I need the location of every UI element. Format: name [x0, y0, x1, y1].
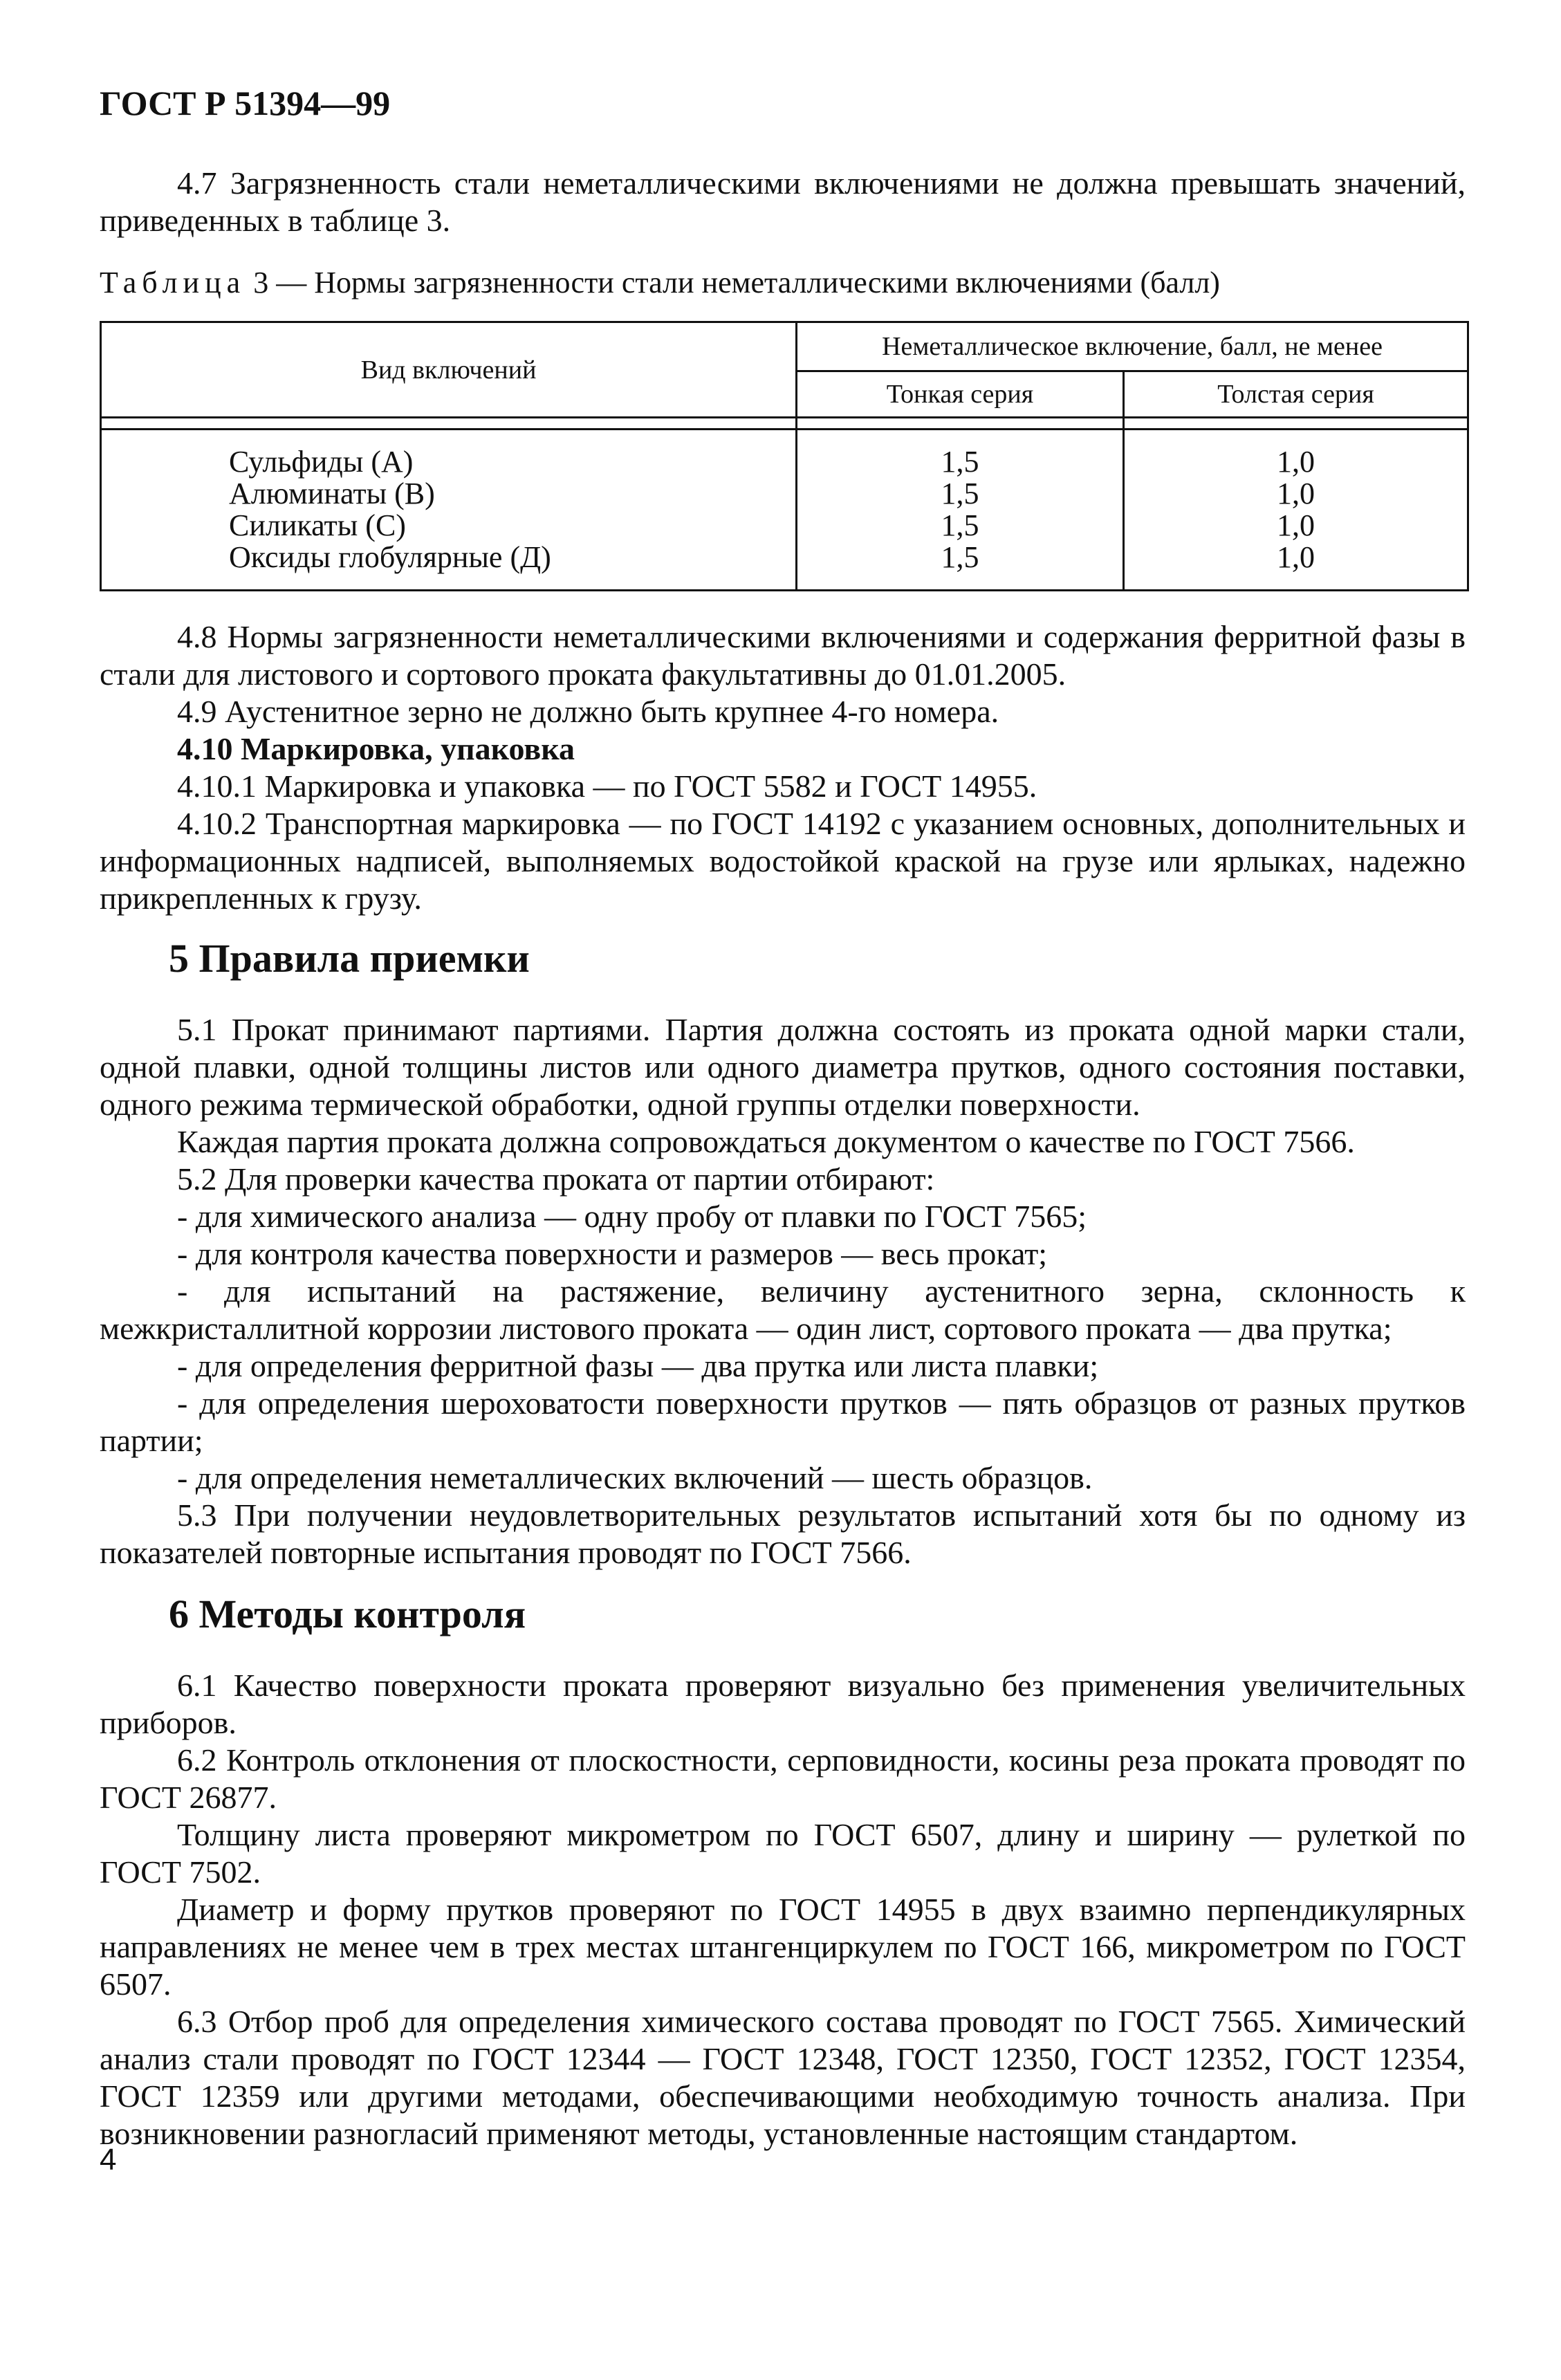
paragraph-6-1: 6.1 Качество поверхности проката проверяют визуально без применения увеличительных приборов.	[100, 1668, 1466, 1740]
thin-values-cell	[797, 430, 1124, 591]
list-item: - для определения ферритной фазы — два прутка или листа плавки;	[177, 1348, 1099, 1383]
table-value-thin: 1,5	[941, 508, 979, 542]
table-caption-text: 3 — Нормы загрязненности стали неметаллическими включениями (балл)	[253, 266, 1220, 299]
paragraph-4-9: 4.9 Аустенитное зерно не должно быть крупнее 4-го номера.	[177, 694, 999, 729]
row-names-cell	[101, 430, 797, 591]
paragraph-4-10-1: 4.10.1 Маркировка и упаковка — по ГОСТ 5582 и ГОСТ 14955.	[177, 768, 1037, 804]
list-item: - для испытаний на растяжение, величину аустенитного зерна, склонность к межкристаллитной коррозии листового проката — один лист, сортового проката — два прутка;	[100, 1273, 1466, 1346]
paragraph-6-2-c: Диаметр и форму прутков проверяют по ГОСТ 14955 в двух взаимно перпендикулярных направлениях не менее чем в трех местах штангенциркулем по ГОСТ 166, микрометром по ГОСТ 6507.	[100, 1892, 1466, 2002]
section-4-8-block	[100, 618, 1466, 917]
table-value-thin: 1,5	[941, 445, 979, 479]
paragraph-6-2-b: Толщину листа проверяют микрометром по ГОСТ 6507, длину и ширину — рулеткой по ГОСТ 7502.	[100, 1817, 1466, 1890]
thick-values-cell	[1124, 430, 1468, 591]
header-kind: Вид включений	[101, 322, 797, 418]
table-3-caption	[100, 264, 1466, 302]
table-value-thin: 1,5	[941, 477, 979, 510]
section-6-block	[100, 1667, 1466, 2152]
paragraph-4-8: 4.8 Нормы загрязненности неметаллическими включениями и содержания ферритной фазы в стали для листового и сортового проката факультативны до 01.01.2005.	[100, 619, 1466, 692]
section-5-block	[100, 1011, 1466, 1571]
list-item: - для определения шероховатости поверхности прутков — пять образцов от разных прутков партии;	[100, 1385, 1466, 1458]
document-header: ГОСТ Р 51394—99	[100, 84, 391, 122]
paragraph-4-7: 4.7 Загрязненность стали неметаллическими включениями не должна превышать значений, приведенных в таблице 3.	[100, 165, 1466, 238]
section-5-heading: 5 Правила приемки	[169, 936, 530, 981]
subheading-4-10: 4.10 Маркировка, упаковка	[177, 731, 575, 766]
table-value-thick: 1,0	[1277, 477, 1315, 510]
table-value-thick: 1,0	[1277, 445, 1315, 479]
list-item: - для химического анализа — одну пробу от плавки по ГОСТ 7565;	[177, 1199, 1087, 1234]
page-number: 4	[100, 2143, 117, 2177]
section-6-heading: 6 Методы контроля	[169, 1592, 526, 1636]
header-group: Неметаллическое включение, балл, не менее	[797, 322, 1468, 371]
list-item: - для контроля качества поверхности и размеров — весь прокат;	[177, 1236, 1048, 1271]
table-value-thick: 1,0	[1277, 540, 1315, 574]
table-value-thick: 1,0	[1277, 508, 1315, 542]
header-thick: Толстая серия	[1124, 371, 1468, 418]
header-thin: Тонкая серия	[797, 371, 1124, 418]
paragraph-6-2: 6.2 Контроль отклонения от плоскостности, серповидности, косины реза проката проводят по ГОСТ 26877.	[100, 1742, 1466, 1815]
paragraph-5-1-b: Каждая партия проката должна сопровождаться документом о качестве по ГОСТ 7566.	[177, 1124, 1355, 1159]
table-3	[100, 321, 1469, 591]
table-row-name: Силикаты (С)	[229, 508, 406, 542]
paragraph-5-1: 5.1 Прокат принимают партиями. Партия должна состоять из проката одной марки стали, одной плавки, одной толщины листов или одного диаметра прутков, одного состояния поставки, одного режима термической обработки, одной группы отделки поверхности.	[100, 1012, 1466, 1122]
paragraph-5-2: 5.2 Для проверки качества проката от партии отбирают:	[177, 1161, 935, 1197]
table-value-thin: 1,5	[941, 540, 979, 574]
table-row-name: Оксиды глобулярные (Д)	[229, 540, 551, 574]
paragraph-6-3: 6.3 Отбор проб для определения химического состава проводят по ГОСТ 7565. Химический анализ стали проводят по ГОСТ 12344 — ГОСТ 12348, ГОСТ 12350, ГОСТ 12352, ГОСТ 12354, ГОСТ 12359 или другими методами, обеспечивающими необходимую точность анализа. При возникновении разногласий применяют методы, установленные настоящим стандартом.	[100, 2004, 1466, 2151]
table-row-name: Алюминаты (В)	[229, 477, 435, 510]
table-label: Таблица	[100, 266, 246, 299]
list-item: - для определения неметаллических включений — шесть образцов.	[177, 1460, 1093, 1495]
paragraph-4-10-2: 4.10.2 Транспортная маркировка — по ГОСТ 14192 с указанием основных, дополнительных и информационных надписей, выполняемых водостойкой краской на грузе или ярлыках, надежно прикрепленных к грузу.	[100, 806, 1466, 916]
table-row-name: Сульфиды (А)	[229, 445, 414, 479]
paragraph-5-3: 5.3 При получении неудовлетворительных результатов испытаний хотя бы по одному из показателей повторные испытания проводят по ГОСТ 7566.	[100, 1497, 1466, 1570]
